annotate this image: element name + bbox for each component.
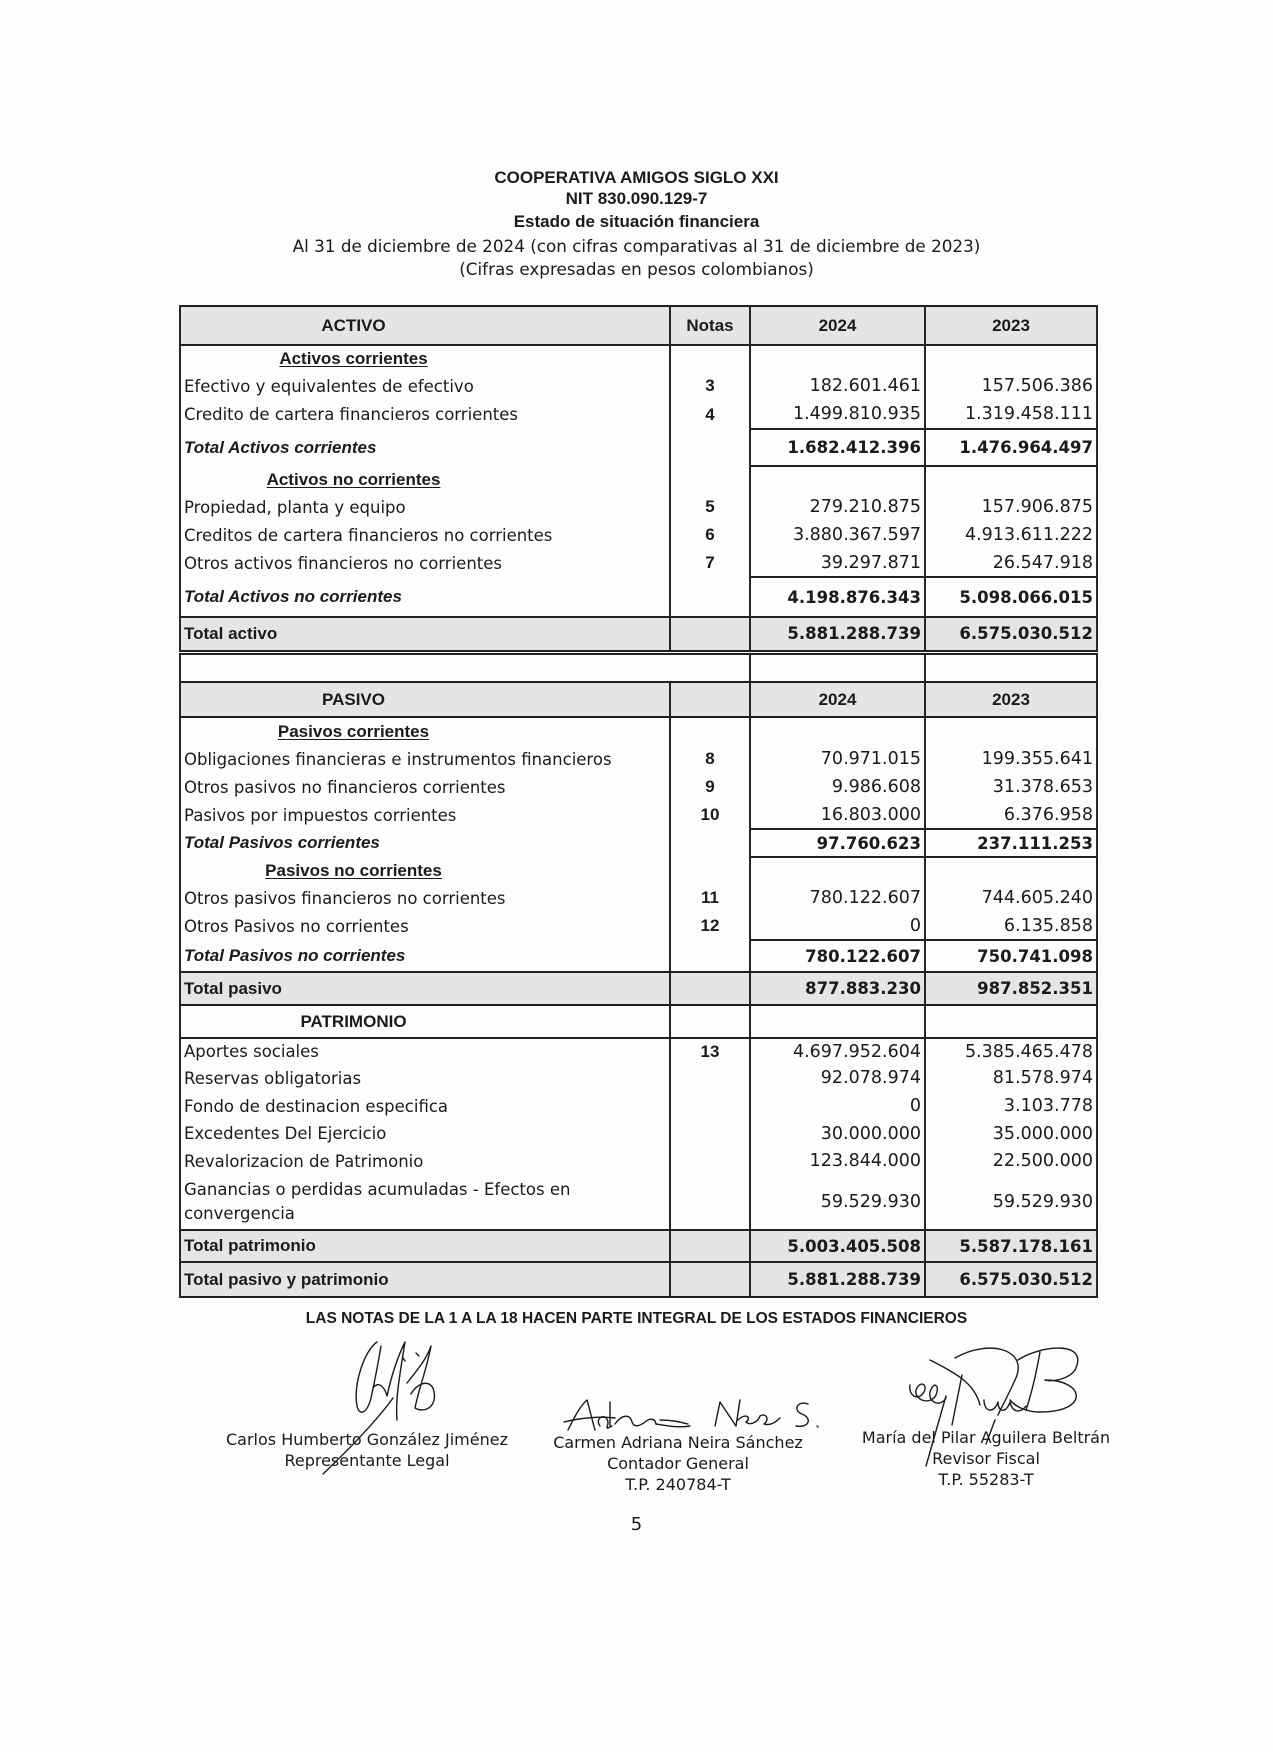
- total-row: [180, 617, 1097, 652]
- empty-cell: [670, 345, 750, 372]
- row-note: 9: [670, 773, 750, 801]
- year-2023-column-header: 2023: [925, 306, 1097, 345]
- total-2023: 6.575.030.512: [925, 1262, 1097, 1297]
- subtotal-2024: 4.198.876.343: [750, 577, 925, 617]
- empty-cell: [670, 1005, 750, 1038]
- total-2023: 987.852.351: [925, 972, 1097, 1005]
- subtotal-2024: 1.682.412.396: [750, 429, 925, 466]
- value-2024: 4.697.952.604: [750, 1038, 925, 1064]
- row-label: Obligaciones financieras e instrumentos financieros: [180, 745, 670, 773]
- total-label: Total pasivo: [180, 972, 670, 1005]
- table-row: [180, 1092, 1097, 1120]
- empty-cell: [670, 466, 750, 493]
- table-row: [180, 1175, 1097, 1230]
- table-row: [180, 372, 1097, 400]
- value-2024: 70.971.015: [750, 745, 925, 773]
- row-note: 3: [670, 372, 750, 400]
- row-label: Ganancias o perdidas acumuladas - Efectos en convergencia: [180, 1175, 670, 1230]
- empty-cell: [925, 857, 1097, 884]
- subtotal-2023: 5.098.066.015: [925, 577, 1097, 617]
- table-row: [180, 521, 1097, 549]
- total-2024: 5.881.288.739: [750, 1262, 925, 1297]
- table-row: [180, 1038, 1097, 1064]
- table-row: [180, 745, 1097, 773]
- activo-header-row: [180, 306, 1097, 345]
- value-2023: 26.547.918: [925, 549, 1097, 577]
- subsection-row: [180, 466, 1097, 493]
- table-row: [180, 493, 1097, 521]
- row-note: 12: [670, 912, 750, 940]
- value-2023: 6.376.958: [925, 801, 1097, 829]
- notes-disclaimer: LAS NOTAS DE LA 1 A LA 18 HACEN PARTE INTEGRAL DE LOS ESTADOS FINANCIEROS: [305, 1310, 968, 1327]
- value-2023: 3.103.778: [925, 1092, 1097, 1120]
- value-2024: 9.986.608: [750, 773, 925, 801]
- empty-cell: [925, 345, 1097, 372]
- table-row: [180, 400, 1097, 429]
- value-2024: 39.297.871: [750, 549, 925, 577]
- subtotal-2023: 750.741.098: [925, 940, 1097, 972]
- empty-cell: [670, 857, 750, 884]
- row-label: Fondo de destinacion especifica: [180, 1092, 670, 1120]
- signatory-role: Contador General: [607, 1454, 749, 1473]
- patrimonio-header-row: [180, 1005, 1097, 1038]
- value-2023: 22.500.000: [925, 1147, 1097, 1175]
- total-label: Total patrimonio: [180, 1230, 670, 1262]
- empty-cell: [750, 466, 925, 493]
- pasivo-header-row: [180, 682, 1097, 717]
- total-label: Total pasivo y patrimonio: [180, 1262, 670, 1297]
- value-2023: 31.378.653: [925, 773, 1097, 801]
- table-row: [180, 912, 1097, 940]
- total-2024: 5.003.405.508: [750, 1230, 925, 1262]
- value-2023: 157.506.386: [925, 372, 1097, 400]
- row-label: Credito de cartera financieros corrientes: [180, 400, 670, 429]
- statement-period: Al 31 de diciembre de 2024 (con cifras comparativas al 31 de diciembre de 2023): [292, 236, 981, 256]
- statement-title: Estado de situación financiera: [513, 212, 760, 231]
- empty-cell: [750, 857, 925, 884]
- subtotal-row: [180, 829, 1097, 857]
- value-2024: 0: [750, 912, 925, 940]
- total-2023: 5.587.178.161: [925, 1230, 1097, 1262]
- value-2024: 780.122.607: [750, 884, 925, 912]
- row-note: 7: [670, 549, 750, 577]
- subsection-title: Pasivos no corrientes: [180, 857, 670, 884]
- organization-name: COOPERATIVA AMIGOS SIGLO XXI: [494, 168, 779, 187]
- row-label: Efectivo y equivalentes de efectivo: [180, 372, 670, 400]
- row-label: Aportes sociales: [180, 1038, 670, 1064]
- empty-cell: [925, 652, 1097, 682]
- year-2023-column-header: 2023: [925, 682, 1097, 717]
- total-label: Total activo: [180, 617, 670, 652]
- empty-cell: [670, 940, 750, 972]
- value-2023: 157.906.875: [925, 493, 1097, 521]
- empty-cell: [670, 1230, 750, 1262]
- empty-cell: [670, 829, 750, 857]
- value-2024: 3.880.367.597: [750, 521, 925, 549]
- empty-cell: [670, 577, 750, 617]
- empty-cell: [925, 466, 1097, 493]
- row-note: 5: [670, 493, 750, 521]
- empty-cell: [750, 717, 925, 745]
- empty-cell: [750, 1005, 925, 1038]
- empty-cell: [670, 972, 750, 1005]
- empty-cell: [670, 717, 750, 745]
- subtotal-label: Total Activos corrientes: [180, 429, 670, 466]
- signatory-name: Carmen Adriana Neira Sánchez: [553, 1433, 803, 1452]
- total-2024: 5.881.288.739: [750, 617, 925, 652]
- subsection-row: [180, 857, 1097, 884]
- signatory-fiscal-auditor: [826, 1427, 1146, 1490]
- total-row: [180, 972, 1097, 1005]
- subtotal-row: [180, 577, 1097, 617]
- subtotal-row: [180, 429, 1097, 466]
- row-note: [670, 1175, 750, 1230]
- row-note: [670, 1147, 750, 1175]
- subtotal-2023: 237.111.253: [925, 829, 1097, 857]
- empty-cell: [180, 652, 750, 682]
- signature-accountant: [560, 1396, 825, 1436]
- total-2024: 877.883.230: [750, 972, 925, 1005]
- signatory-role: Revisor Fiscal: [932, 1449, 1040, 1468]
- empty-cell: [670, 617, 750, 652]
- empty-cell: [925, 1005, 1097, 1038]
- year-2024-column-header: 2024: [750, 682, 925, 717]
- row-label: Otros activos financieros no corrientes: [180, 549, 670, 577]
- value-2024: 30.000.000: [750, 1120, 925, 1147]
- row-label: Reservas obligatorias: [180, 1064, 670, 1092]
- empty-cell: [670, 1262, 750, 1297]
- value-2023: 81.578.974: [925, 1064, 1097, 1092]
- row-label: Excedentes Del Ejercicio: [180, 1120, 670, 1147]
- row-note: [670, 1120, 750, 1147]
- year-2024-column-header: 2024: [750, 306, 925, 345]
- row-note: 11: [670, 884, 750, 912]
- subsection-title: Activos no corrientes: [180, 466, 670, 493]
- value-2024: 1.499.810.935: [750, 400, 925, 429]
- empty-cell: [750, 652, 925, 682]
- value-2023: 744.605.240: [925, 884, 1097, 912]
- subsection-row: [180, 345, 1097, 372]
- subtotal-row: [180, 940, 1097, 972]
- currency-note: (Cifras expresadas en pesos colombianos): [459, 259, 814, 279]
- value-2023: 35.000.000: [925, 1120, 1097, 1147]
- empty-cell: [670, 429, 750, 466]
- empty-cell: [670, 682, 750, 717]
- spacer-row: [180, 652, 1097, 682]
- row-label: Propiedad, planta y equipo: [180, 493, 670, 521]
- row-label: Otros Pasivos no corrientes: [180, 912, 670, 940]
- subtotal-label: Total Activos no corrientes: [180, 577, 670, 617]
- table-row: [180, 549, 1097, 577]
- subsection-title: Activos corrientes: [180, 345, 670, 372]
- empty-cell: [750, 345, 925, 372]
- value-2023: 1.319.458.111: [925, 400, 1097, 429]
- signatory-license: T.P. 240784-T: [625, 1475, 731, 1494]
- table-row: [180, 884, 1097, 912]
- row-note: [670, 1064, 750, 1092]
- pasivo-section-title: PASIVO: [180, 682, 670, 717]
- subsection-row: [180, 717, 1097, 745]
- row-label: Revalorizacion de Patrimonio: [180, 1147, 670, 1175]
- balance-sheet-table: [179, 305, 1098, 1298]
- table-row: [180, 1120, 1097, 1147]
- total-row: [180, 1230, 1097, 1262]
- value-2023: 199.355.641: [925, 745, 1097, 773]
- organization-nit: NIT 830.090.129-7: [565, 189, 708, 208]
- page-number: 5: [630, 1514, 643, 1535]
- row-note: 13: [670, 1038, 750, 1064]
- activo-section-title: ACTIVO: [180, 306, 670, 345]
- value-2023: 5.385.465.478: [925, 1038, 1097, 1064]
- signatory-name: María del Pilar Aguilera Beltrán: [861, 1428, 1111, 1447]
- notes-column-header: Notas: [670, 306, 750, 345]
- row-note: 10: [670, 801, 750, 829]
- value-2024: 59.529.930: [750, 1175, 925, 1230]
- empty-cell: [925, 717, 1097, 745]
- value-2023: 4.913.611.222: [925, 521, 1097, 549]
- value-2024: 0: [750, 1092, 925, 1120]
- subtotal-label: Total Pasivos no corrientes: [180, 940, 670, 972]
- table-row: [180, 801, 1097, 829]
- subtotal-2024: 97.760.623: [750, 829, 925, 857]
- subtotal-2024: 780.122.607: [750, 940, 925, 972]
- subsection-title: Pasivos corrientes: [180, 717, 670, 745]
- total-2023: 6.575.030.512: [925, 617, 1097, 652]
- subtotal-label: Total Pasivos corrientes: [180, 829, 670, 857]
- value-2024: 279.210.875: [750, 493, 925, 521]
- table-row: [180, 773, 1097, 801]
- row-note: [670, 1092, 750, 1120]
- value-2023: 6.135.858: [925, 912, 1097, 940]
- row-label: Otros pasivos no financieros corrientes: [180, 773, 670, 801]
- row-label: Creditos de cartera financieros no corrientes: [180, 521, 670, 549]
- signatory-accountant: [518, 1432, 838, 1495]
- table-row: [180, 1064, 1097, 1092]
- row-note: 6: [670, 521, 750, 549]
- row-note: 4: [670, 400, 750, 429]
- row-note: 8: [670, 745, 750, 773]
- signatory-legal-representative: [207, 1429, 527, 1471]
- row-label: Pasivos por impuestos corrientes: [180, 801, 670, 829]
- table-row: [180, 1147, 1097, 1175]
- signatory-license: T.P. 55283-T: [938, 1470, 1034, 1489]
- value-2024: 182.601.461: [750, 372, 925, 400]
- patrimonio-section-title: PATRIMONIO: [180, 1005, 670, 1038]
- value-2024: 92.078.974: [750, 1064, 925, 1092]
- signatory-name: Carlos Humberto González Jiménez: [226, 1430, 508, 1449]
- row-label: Otros pasivos financieros no corrientes: [180, 884, 670, 912]
- grand-total-row: [180, 1262, 1097, 1297]
- value-2024: 16.803.000: [750, 801, 925, 829]
- subtotal-2023: 1.476.964.497: [925, 429, 1097, 466]
- value-2023: 59.529.930: [925, 1175, 1097, 1230]
- value-2024: 123.844.000: [750, 1147, 925, 1175]
- signatory-role: Representante Legal: [284, 1451, 450, 1470]
